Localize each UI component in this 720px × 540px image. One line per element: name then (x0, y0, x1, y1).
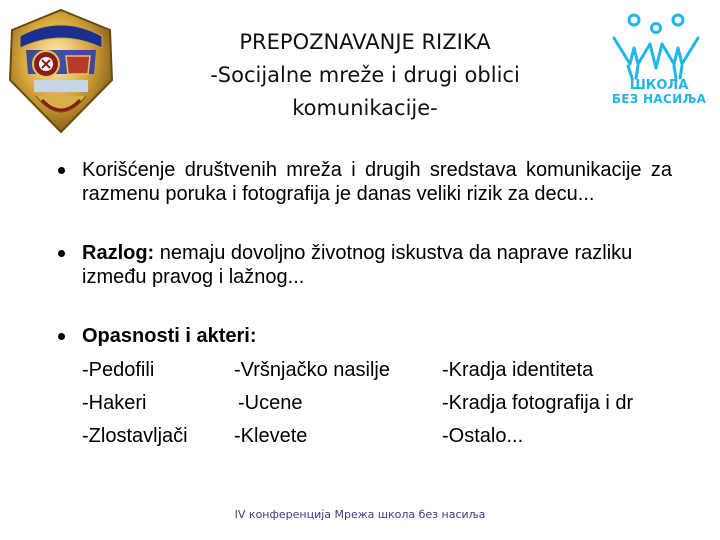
bullet-label: Razlog: (82, 242, 155, 264)
actors-grid (82, 354, 672, 454)
bullet-label: Opasnosti i akteri: (82, 325, 257, 347)
bullet-dot (58, 333, 65, 340)
bullet-list (58, 158, 672, 454)
actor-item: -Klevete (234, 425, 308, 447)
logo-text-line-2: БЕЗ НАСИЉА (611, 92, 707, 106)
ministry-badge-icon (6, 8, 116, 134)
bullet-dot (58, 167, 65, 174)
actor-item: -Kradja fotografija i dr (442, 392, 634, 414)
bullet-text: Korišćenje društvenih mreža i drugih sredstava komunikacije za razmenu poruka i fotografija je danas veliki rizik za decu... (82, 159, 672, 205)
title-line-2: -Socijalne mreže i drugi oblici (210, 63, 520, 87)
title-line-1: PREPOZNAVANJE RIZIKA (239, 30, 491, 54)
footer-text: IV конференција Мрежа школа без насиља (234, 508, 486, 521)
actor-item: -Zlostavljači (82, 425, 188, 447)
bullet-item-reason (58, 241, 672, 289)
bullet-text: nemaju dovoljno životnog iskustva da naprave razliku između pravog i lažnog... (82, 242, 633, 288)
actor-item: -Vršnjačko nasilje (234, 359, 390, 381)
bullet-item-dangers (58, 324, 672, 454)
bullet-item-usage (58, 158, 672, 206)
actor-item: -Ostalo... (442, 425, 524, 447)
page-title (170, 26, 560, 125)
actor-item: -Hakeri (82, 392, 147, 414)
actor-item: -Ucene (238, 392, 303, 414)
title-line-3: komunikacije- (292, 96, 438, 120)
logo-text-line-1: ШКОЛА (629, 78, 689, 93)
actor-item: -Kradja identiteta (442, 359, 594, 381)
bullet-dot (58, 250, 65, 257)
actor-item: -Pedofili (82, 359, 155, 381)
